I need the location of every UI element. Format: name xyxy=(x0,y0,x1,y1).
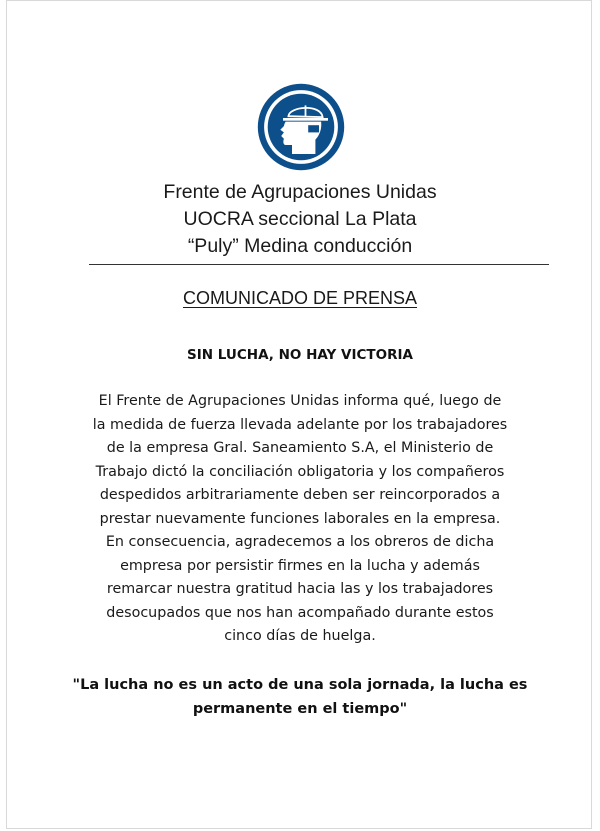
organization-section: UOCRA seccional La Plata xyxy=(183,208,417,230)
quote-line: permanente en el tiempo" xyxy=(192,700,408,717)
body-line: la medida de fuerza llevada adelante por los trabajadores xyxy=(92,416,508,433)
body-line: desocupados que nos han acompañado durante estos xyxy=(106,604,494,621)
body-line: de la empresa Gral. Saneamiento S.A, el Ministerio de xyxy=(106,440,494,456)
body-line: empresa por persistir firmes en la lucha y además xyxy=(120,557,480,574)
organization-name: Frente de Agrupaciones Unidas xyxy=(163,181,437,203)
press-release-title: COMUNICADO DE PRENSA xyxy=(182,288,418,308)
body-line: En consecuencia, agradecemos a los obreros de dicha xyxy=(105,534,495,550)
body-line: despedidos arbitrariamente deben ser reincorporados a xyxy=(99,487,501,503)
header-divider xyxy=(89,264,549,265)
headline: SIN LUCHA, NO HAY VICTORIA xyxy=(187,347,413,363)
organization-leadership: “Puly” Medina conducción xyxy=(187,235,413,257)
body-paragraph xyxy=(70,390,530,649)
body-line: Trabajo dictó la conciliación obligatoria y los compañeros xyxy=(95,463,505,480)
quote-line: "La lucha no es un acto de una sola jornada, la lucha es xyxy=(72,677,528,693)
worker-helmet-logo-icon xyxy=(256,82,346,172)
body-line: El Frente de Agrupaciones Unidas informa qué, luego de xyxy=(98,393,502,409)
body-line: cinco días de huelga. xyxy=(224,628,376,644)
body-line: prestar nuevamente funciones laborales en la empresa. xyxy=(99,510,501,527)
closing-quote xyxy=(50,674,550,721)
body-line: remarcar nuestra gratitud hacia las y los trabajadores xyxy=(106,581,494,597)
